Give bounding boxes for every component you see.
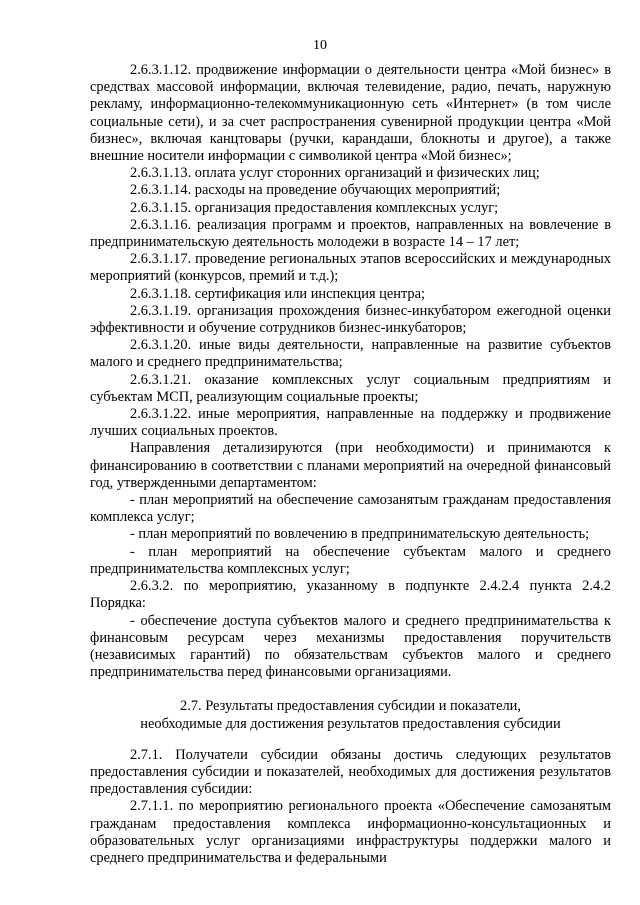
section-heading-line-2: необходимые для достижения результатов предоставления субсидии (140, 715, 561, 732)
paragraph: 2.6.3.1.20. иные виды деятельности, направленные на развитие субъектов малого и среднего предпринимательства; (90, 337, 611, 371)
paragraph: 2.7.1.1. по мероприятию регионального проекта «Обеспечение самозанятым гражданам предоставления комплекса информационно-консультационных и образовательных услуг организациями инфраструктуры поддержки малого и среднего предпринимательства и федеральными (90, 798, 611, 866)
paragraph: 2.6.3.1.18. сертификация или инспекция центра; (130, 285, 426, 302)
paragraph: 2.6.3.1.22. иные мероприятия, направленные на поддержку и продвижение лучших социальных проектов. (90, 406, 611, 440)
paragraph: 2.6.3.1.13. оплата услуг сторонних организаций и физических лиц; (130, 165, 540, 182)
paragraph: 2.6.3.1.16. реализация программ и проектов, направленных на вовлечение в предпринимательскую деятельность молодежи в возрасте 14 – 17 лет; (90, 216, 611, 251)
section-heading-line-1: 2.7. Результаты предоставления субсидии и показатели, (180, 698, 521, 715)
paragraph: 2.6.3.1.15. организация предоставления комплексных услуг; (130, 199, 499, 216)
list-item: - план мероприятий по вовлечению в предпринимательскую деятельность; (130, 526, 590, 543)
paragraph: 2.6.3.2. по мероприятию, указанному в подпункте 2.4.2.4 пункта 2.4.2 Порядка: (90, 578, 611, 612)
paragraph: 2.7.1. Получатели субсидии обязаны достичь следующих результатов предоставления субсидии и показателей, необходимых для достижения результатов предоставления субсидии: (90, 746, 611, 798)
paragraph: 2.6.3.1.21. оказание комплексных услуг социальным предприятиям и субъектам МСП, реализующим социальные проекты; (90, 371, 611, 405)
list-item: - план мероприятий на обеспечение субъектам малого и среднего предпринимательства комплексных услуг; (90, 543, 611, 577)
page-number: 10 (313, 38, 327, 53)
paragraph: 2.6.3.1.17. проведение региональных этапов всероссийских и международных мероприятий (конкурсов, премий и т.д.); (90, 251, 611, 285)
spacer (90, 681, 611, 698)
spacer (90, 733, 611, 747)
paragraph: 2.6.3.1.14. расходы на проведение обучающих мероприятий; (130, 182, 501, 199)
paragraph: 2.6.3.1.12. продвижение информации о деятельности центра «Мой бизнес» в средствах массовой информации, включая телевидение, радио, печать, наружную рекламу, информационно-телекоммуникационную сеть «Интернет» (в том числе социальные сети), и за счет распространения сувенирной продукции центра «Мой бизнес», включая канцтовары (ручки, карандаши, блокноты и другое), а также внешние носители информации с символикой центра «Мой бизнес»; (90, 62, 611, 165)
paragraph: Направления детализируются (при необходимости) и принимаются к финансированию в соответствии с планами мероприятий на очередной финансовый год, утвержденными департаментом: (90, 440, 611, 491)
paragraph: 2.6.3.1.19. организация прохождения бизнес-инкубатором ежегодной оценки эффективности и обучение сотрудников бизнес-инкубаторов; (90, 302, 611, 337)
document-body (90, 62, 611, 867)
list-item: - план мероприятий на обеспечение самозанятым гражданам предоставления комплекса услуг; (90, 492, 611, 526)
list-item: - обеспечение доступа субъектов малого и среднего предпринимательства к финансовым ресурсам через механизмы предоставления поручительств (независимых гарантий) по обязательствам субъектов малого и среднего предпринимательства перед финансовыми организациями. (90, 612, 611, 681)
